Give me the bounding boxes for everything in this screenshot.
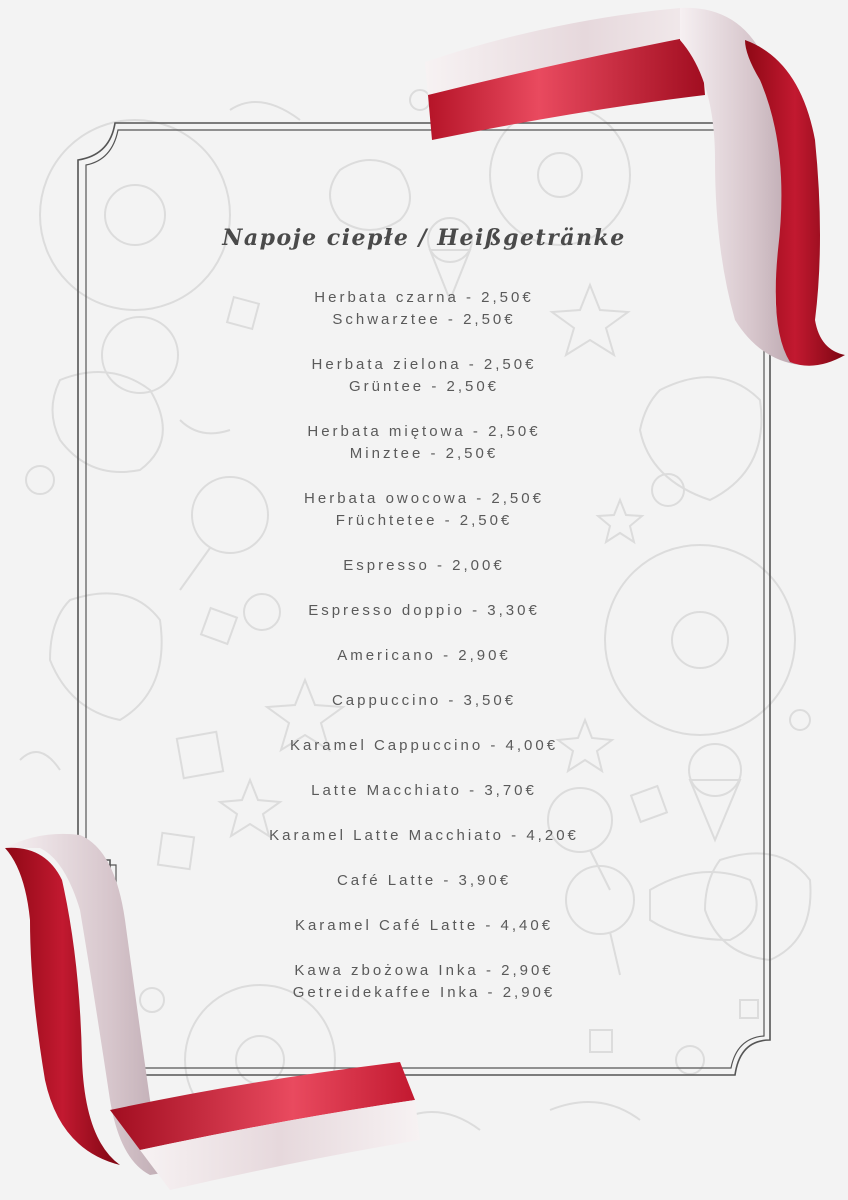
menu-item-name: Espresso doppio - 3,30€	[308, 602, 540, 619]
menu-item	[120, 488, 728, 532]
menu-item	[120, 915, 728, 937]
menu-item-list	[120, 287, 728, 1004]
menu-item-name: Karamel Café Latte - 4,40€	[294, 917, 554, 934]
menu-item	[120, 960, 728, 1004]
menu-content	[120, 222, 728, 1004]
menu-item-translation: Minztee - 2,50€	[349, 445, 499, 462]
menu-item-name: Herbata owocowa - 2,50€	[304, 490, 544, 507]
menu-item-name: Karamel Latte Macchiato - 4,20€	[269, 827, 579, 844]
menu-item	[120, 421, 728, 465]
menu-item	[120, 600, 728, 622]
menu-item-name: Herbata czarna - 2,50€	[314, 289, 534, 306]
menu-item-name: Herbata zielona - 2,50€	[311, 356, 537, 373]
menu-item-name: Kawa zbożowa Inka - 2,90€	[294, 962, 554, 979]
menu-title: Napoje ciepłe / Heißgetränke	[222, 225, 626, 251]
menu-item	[120, 354, 728, 398]
menu-item	[120, 735, 728, 757]
menu-item	[120, 870, 728, 892]
menu-item-name: Herbata miętowa - 2,50€	[307, 423, 541, 440]
menu-item-translation: Schwarztee - 2,50€	[332, 311, 516, 328]
menu-item-translation: Früchtetee - 2,50€	[335, 512, 513, 529]
menu-item	[120, 555, 728, 577]
menu-item-name: Americano - 2,90€	[337, 647, 511, 664]
menu-item	[120, 287, 728, 331]
menu-item	[120, 780, 728, 802]
menu-item	[120, 690, 728, 712]
menu-item-name: Cappuccino - 3,50€	[331, 692, 517, 709]
menu-item-name: Café Latte - 3,90€	[336, 872, 512, 889]
menu-item-translation: Grüntee - 2,50€	[348, 378, 500, 395]
menu-item	[120, 645, 728, 667]
menu-item-name: Karamel Cappuccino - 4,00€	[289, 737, 559, 754]
menu-item-name: Latte Macchiato - 3,70€	[311, 782, 537, 799]
menu-item	[120, 825, 728, 847]
menu-item-name: Espresso - 2,00€	[343, 557, 505, 574]
menu-item-translation: Getreidekaffee Inka - 2,90€	[292, 984, 556, 1001]
